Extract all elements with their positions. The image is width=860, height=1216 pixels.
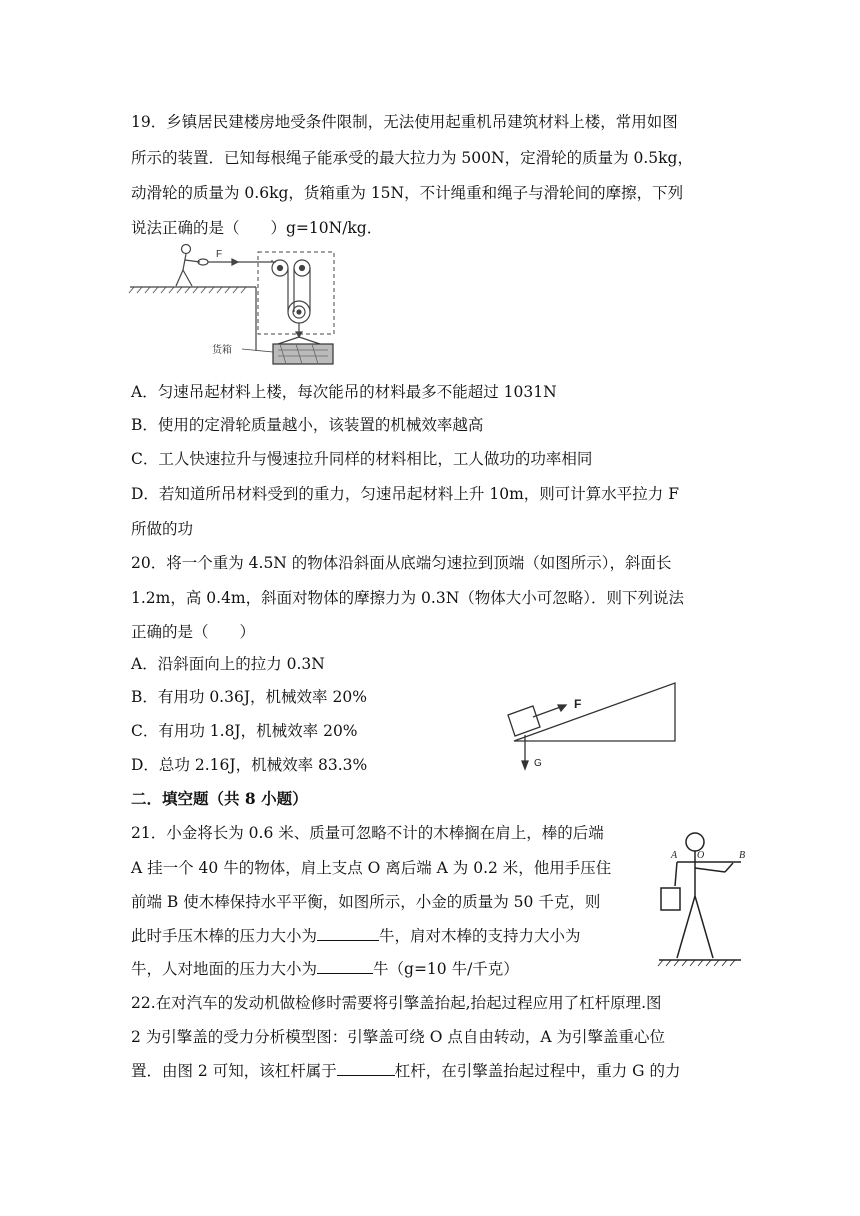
section-title: 二．填空题（共 8 小题）	[131, 789, 308, 808]
q19-option-d: D．若知道所吊材料受到的重力，匀速吊起材料上升 10m，则可计算水平拉力 F	[131, 485, 679, 503]
label-a: A	[671, 850, 678, 861]
incline-figure	[500, 675, 680, 775]
pulley-figure	[128, 240, 368, 370]
q22-text-line: 2 为引擎盖的受力分析模型图：引擎盖可绕 O 点自由转动，A 为引擎盖重心位	[131, 1028, 665, 1046]
q21-text-line: A 挂一个 40 牛的物体，肩上支点 O 离后端 A 为 0.2 米，他用手压住	[131, 859, 612, 877]
label-o: O	[697, 850, 705, 861]
q20-text-line: 1.2m，高 0.4m，斜面对物体的摩擦力为 0.3N（物体大小可忽略）．则下列说法	[131, 589, 685, 607]
q19-option-c: C．工人快速拉升与慢速拉升同样的材料相比，工人做功的功率相同	[131, 450, 593, 468]
cargo-box-label: 货箱	[212, 345, 232, 356]
q19-option-b: B．使用的定滑轮质量越小，该装置的机械效率越高	[131, 416, 484, 434]
q21-text-line: 21．小金将长为 0.6 米、质量可忽略不计的木棒搁在肩上，棒的后端	[131, 824, 604, 842]
q21-text-segment: 牛，肩对木棒的支持力大小为	[379, 927, 581, 945]
lever-person-figure	[655, 828, 755, 978]
q20-gravity-label: G	[534, 758, 542, 769]
q21-text-segment: 牛（g=10 牛/千克）	[373, 960, 519, 978]
q20-force-label: F	[574, 697, 582, 711]
answer-blank[interactable]	[337, 1061, 395, 1076]
q19-text-line: 说法正确的是（ ）g=10N/kg．	[131, 219, 383, 237]
q21-text-line	[131, 926, 581, 946]
q19-text-line: 所示的装置．已知每根绳子能承受的最大拉力为 500N，定滑轮的质量为 0.5kg，	[131, 149, 693, 167]
q20-option-a: A．沿斜面向上的拉力 0.3N	[131, 655, 325, 673]
q19-text-line: 19．乡镇居民建楼房地受条件限制，无法使用起重机吊建筑材料上楼，常用如图	[131, 113, 678, 131]
q20-option-d: D．总功 2.16J，机械效率 83.3%	[131, 756, 368, 774]
q22-text-line	[131, 1061, 680, 1081]
ground-hatch	[129, 287, 246, 293]
answer-blank[interactable]	[317, 959, 373, 974]
q19-option-a: A．匀速吊起材料上楼，每次能吊的材料最多不能超过 1031N	[131, 383, 557, 401]
q21-text-segment: 此时手压木棒的压力大小为	[131, 927, 318, 945]
q20-text-line: 正确的是（ ）	[131, 623, 256, 641]
q21-text-line: 前端 B 使木棒保持水平平衡，如图所示，小金的质量为 50 千克，则	[131, 893, 601, 911]
q22-text-segment: 置．由图 2 可知，该杠杆属于	[131, 1062, 337, 1080]
block-on-incline	[508, 706, 540, 736]
worker-figure	[176, 245, 208, 287]
q21-text-segment: 牛，人对地面的压力大小为	[131, 960, 318, 978]
hanging-load	[661, 888, 680, 910]
label-b: B	[739, 850, 746, 861]
q19-force-label: F	[216, 249, 223, 260]
q22-text-line: 22.在对汽车的发动机做检修时需要将引擎盖抬起,抬起过程应用了杠杆原理.图	[131, 994, 662, 1012]
q20-option-b: B．有用功 0.36J，机械效率 20%	[131, 688, 367, 706]
q21-text-line	[131, 959, 519, 979]
q20-text-line: 20．将一个重为 4.5N 的物体沿斜面从底端匀速拉到顶端（如图所示），斜面长	[131, 554, 672, 572]
answer-blank[interactable]	[317, 926, 379, 941]
q19-text-line: 动滑轮的质量为 0.6kg，货箱重为 15N，不计绳重和绳子与滑轮间的摩擦，下列	[131, 184, 684, 202]
q22-text-segment: 杠杆，在引擎盖抬起过程中，重力 G 的力	[394, 1062, 681, 1080]
q19-option-d-cont: 所做的功	[131, 520, 194, 538]
q20-option-c: C．有用功 1.8J，机械效率 20%	[131, 722, 358, 740]
